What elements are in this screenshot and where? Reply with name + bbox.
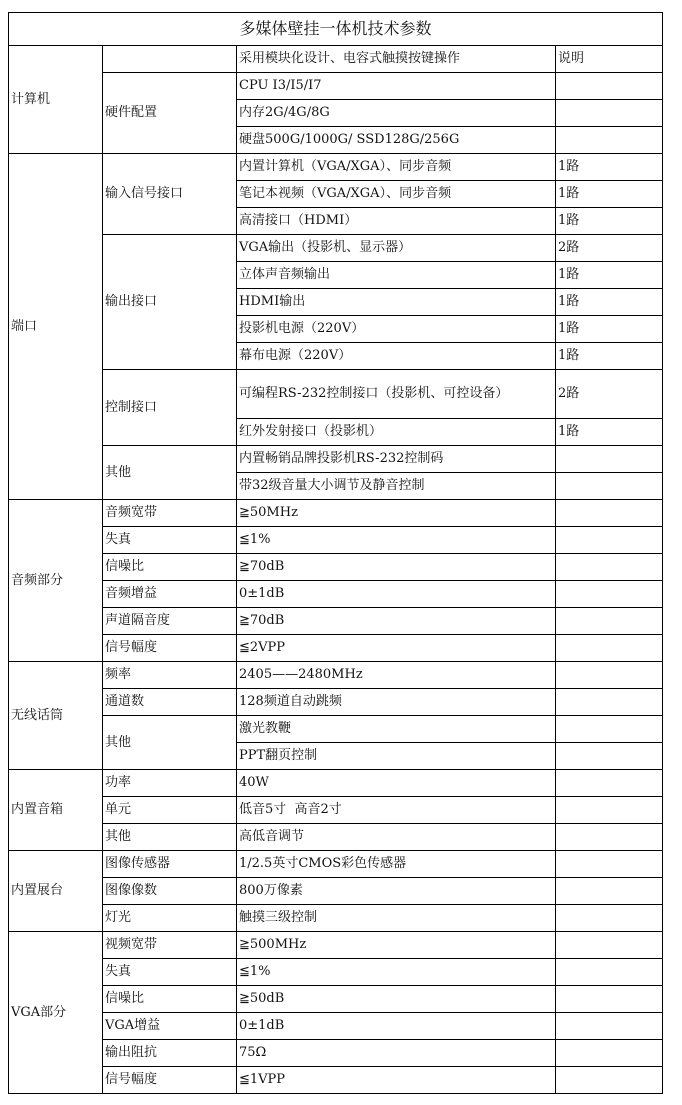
spec-value: 1/2.5英寸CMOS彩色传感器 (237, 851, 556, 878)
note-cell (556, 527, 663, 554)
category-visualizer: 内置展台 (9, 851, 103, 932)
note-cell (556, 824, 663, 851)
header-description: 采用模块化设计、电容式触摸按键操作 (237, 46, 556, 73)
spec-value: 低音5寸 高音2寸 (237, 797, 556, 824)
param-label: 图像像数 (103, 878, 237, 905)
note-cell (556, 500, 663, 527)
note-cell (556, 100, 663, 127)
spec-quantity: 2路 (556, 370, 663, 419)
table-row (9, 154, 663, 181)
table-row (9, 446, 663, 473)
note-cell (556, 73, 663, 100)
spec-value: 75Ω (237, 1040, 556, 1067)
param-label: 其他 (103, 716, 237, 770)
spec-value: 投影机电源（220V） (237, 316, 556, 343)
spec-value: 可编程RS-232控制接口（投影机、可控设备） (237, 370, 556, 419)
param-label: VGA增益 (103, 1013, 237, 1040)
spec-value: 硬盘500G/1000G/ SSD128G/256G (237, 127, 556, 154)
table-row (9, 905, 663, 932)
note-cell (556, 851, 663, 878)
table-row (9, 986, 663, 1013)
spec-value: 2405——2480MHz (237, 662, 556, 689)
param-label: 信噪比 (103, 554, 237, 581)
table-row (9, 716, 663, 743)
spec-value: ≧70dB (237, 554, 556, 581)
category-vga: VGA部分 (9, 932, 103, 1094)
note-cell (556, 554, 663, 581)
table-row (9, 770, 663, 797)
subcategory-control: 控制接口 (103, 370, 237, 446)
spec-value: 触摸三级控制 (237, 905, 556, 932)
table-row (9, 46, 663, 73)
table-row (9, 851, 663, 878)
subcategory-input: 输入信号接口 (103, 154, 237, 235)
param-label: 声道隔音度 (103, 608, 237, 635)
category-wireless-mic: 无线话筒 (9, 662, 103, 770)
param-label: 视频宽带 (103, 932, 237, 959)
param-label: 灯光 (103, 905, 237, 932)
param-label: 信号幅度 (103, 1067, 237, 1094)
note-cell (556, 635, 663, 662)
param-label: 信噪比 (103, 986, 237, 1013)
note-cell (556, 1013, 663, 1040)
spec-value: 内置畅销品牌投影机RS-232控制码 (237, 446, 556, 473)
spec-value: 高低音调节 (237, 824, 556, 851)
note-cell (556, 446, 663, 473)
table-row (9, 581, 663, 608)
param-label: 图像传感器 (103, 851, 237, 878)
category-ports: 端口 (9, 154, 103, 500)
spec-value: 立体声音频输出 (237, 262, 556, 289)
category-audio: 音频部分 (9, 500, 103, 662)
table-row (9, 824, 663, 851)
table-row (9, 1067, 663, 1094)
spec-value: ≦2VPP (237, 635, 556, 662)
table-row (9, 959, 663, 986)
table-row (9, 689, 663, 716)
spec-value: 内存2G/4G/8G (237, 100, 556, 127)
table-row (9, 635, 663, 662)
spec-quantity: 1路 (556, 262, 663, 289)
note-cell (556, 932, 663, 959)
table-row (9, 662, 663, 689)
header-note: 说明 (556, 46, 663, 73)
note-cell (556, 1067, 663, 1094)
note-cell (556, 127, 663, 154)
param-label: 失真 (103, 527, 237, 554)
spec-value: ≦1% (237, 527, 556, 554)
note-cell (556, 878, 663, 905)
subcategory-other: 其他 (103, 446, 237, 500)
spec-value: 带32级音量大小调节及静音控制 (237, 473, 556, 500)
spec-value: 激光教鞭 (237, 716, 556, 743)
note-cell (556, 473, 663, 500)
param-label: 失真 (103, 959, 237, 986)
param-label: 信号幅度 (103, 635, 237, 662)
spec-value: 0±1dB (237, 581, 556, 608)
spec-value: 高清接口（HDMI） (237, 208, 556, 235)
spec-value: VGA输出（投影机、显示器） (237, 235, 556, 262)
spec-value: HDMI输出 (237, 289, 556, 316)
table-row (9, 797, 663, 824)
param-label: 频率 (103, 662, 237, 689)
spec-value: ≦1% (237, 959, 556, 986)
subcategory-output: 输出接口 (103, 235, 237, 370)
param-label: 音频宽带 (103, 500, 237, 527)
table-row (9, 554, 663, 581)
table-row (9, 1013, 663, 1040)
note-cell (556, 581, 663, 608)
empty-cell (103, 46, 237, 73)
spec-value: 128频道自动跳频 (237, 689, 556, 716)
note-cell (556, 662, 663, 689)
table-title: 多媒体壁挂一体机技术参数 (9, 13, 663, 46)
note-cell (556, 905, 663, 932)
table-row (9, 370, 663, 419)
param-label: 单元 (103, 797, 237, 824)
note-cell (556, 986, 663, 1013)
param-label: 其他 (103, 824, 237, 851)
param-label: 音频增益 (103, 581, 237, 608)
spec-value: 0±1dB (237, 1013, 556, 1040)
table-row (9, 1040, 663, 1067)
spec-value: ≧70dB (237, 608, 556, 635)
spec-value: ≧50dB (237, 986, 556, 1013)
spec-value: 内置计算机（VGA/XGA）、同步音频 (237, 154, 556, 181)
subcategory-hardware: 硬件配置 (103, 73, 237, 154)
spec-value: PPT翻页控制 (237, 743, 556, 770)
spec-sheet (8, 12, 663, 1094)
title-row (9, 13, 663, 46)
table-row (9, 932, 663, 959)
spec-value: 笔记本视频（VGA/XGA）、同步音频 (237, 181, 556, 208)
spec-value: 幕布电源（220V） (237, 343, 556, 370)
param-label: 输出阻抗 (103, 1040, 237, 1067)
note-cell (556, 743, 663, 770)
param-label: 通道数 (103, 689, 237, 716)
spec-quantity: 1路 (556, 208, 663, 235)
spec-quantity: 1路 (556, 289, 663, 316)
spec-quantity: 1路 (556, 154, 663, 181)
param-label: 功率 (103, 770, 237, 797)
spec-value: ≦1VPP (237, 1067, 556, 1094)
spec-value: CPU I3/I5/I7 (237, 73, 556, 100)
spec-quantity: 1路 (556, 419, 663, 446)
note-cell (556, 770, 663, 797)
spec-table (8, 12, 663, 1094)
spec-value: 40W (237, 770, 556, 797)
spec-value: 800万像素 (237, 878, 556, 905)
table-row (9, 73, 663, 100)
note-cell (556, 797, 663, 824)
spec-quantity: 1路 (556, 343, 663, 370)
spec-value: ≧50MHz (237, 500, 556, 527)
category-speaker: 内置音箱 (9, 770, 103, 851)
spec-quantity: 1路 (556, 316, 663, 343)
table-row (9, 235, 663, 262)
table-row (9, 500, 663, 527)
table-row (9, 608, 663, 635)
category-computer: 计算机 (9, 46, 103, 154)
table-row (9, 878, 663, 905)
spec-quantity: 2路 (556, 235, 663, 262)
table-row (9, 527, 663, 554)
note-cell (556, 959, 663, 986)
note-cell (556, 1040, 663, 1067)
note-cell (556, 716, 663, 743)
note-cell (556, 689, 663, 716)
note-cell (556, 608, 663, 635)
spec-quantity: 1路 (556, 181, 663, 208)
spec-value: 红外发射接口（投影机） (237, 419, 556, 446)
spec-value: ≧500MHz (237, 932, 556, 959)
